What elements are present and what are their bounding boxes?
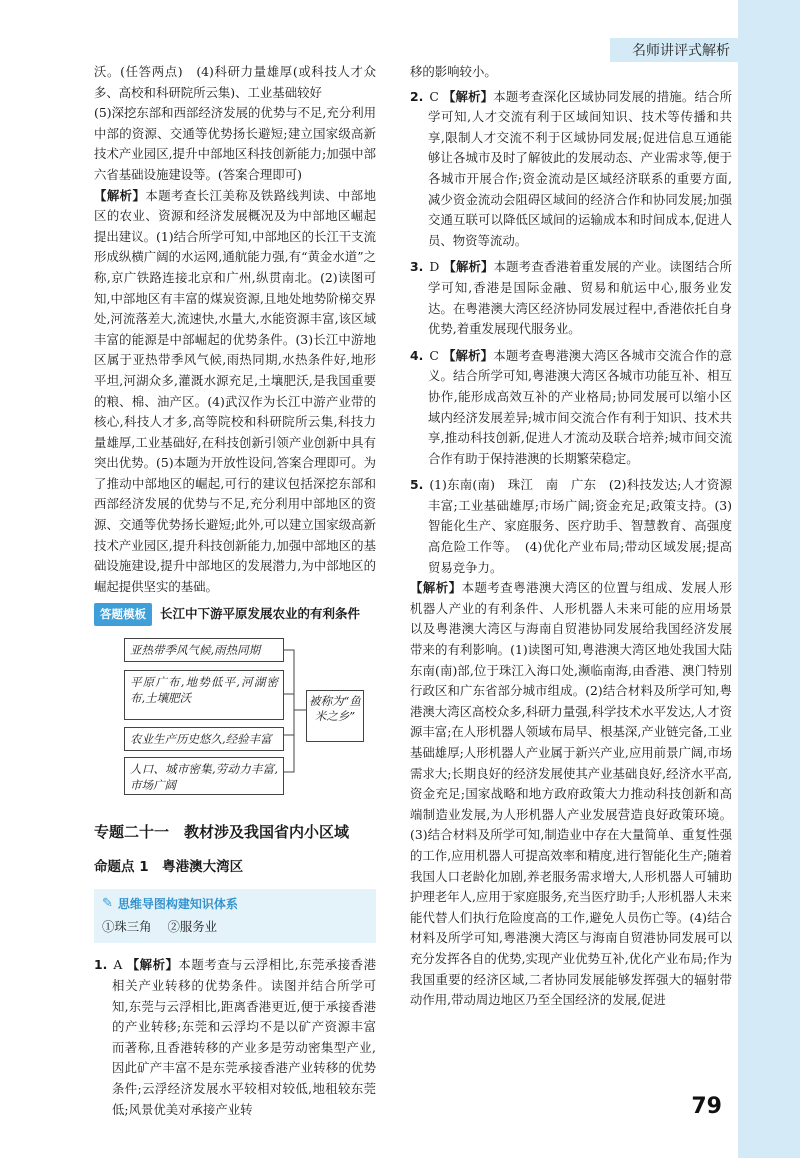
- analysis-tag: 【解析】: [94, 187, 146, 203]
- question-number: 2.: [410, 88, 424, 104]
- question-3: [410, 257, 732, 339]
- diagram-box-history: 农业生产历史悠久,经验丰富: [124, 727, 284, 751]
- question-analysis: 本题考查粤港澳大湾区的位置与组成、发展人形机器人产业的有利条件、人形机器人未来可能的应用场景以及粤港澳大湾区与海南自贸港协同发展给我国经济发展带来的有利影响。(1)读图可知,粤港澳大湾区地处我国大陆东南(南)部,位于珠江入海口处,濒临南海,由香港、澳门特别行政区和广东省部分城市组成。(2)结合材料及所学可知,粤港澳大湾区高校众多,科研力量强,科学技术水平发达,人才资源丰富;在人形机器人领域布局早、根基深,产业链完备,工业基础雄厚;人形机器人产业属于新兴产业,应用前景广阔,市场需求大;长期良好的经济发展使其产业基础良好,经济水平高,资金充足;国家战略和地方政府政策大力推动科技创新和高端制造业发展,为人形机器人产业发展营造良好政策环境。(3)结合材料及所学可知,制造业中存在大量简单、重复性强的工作,应用机器人可提高效率和精度,进行智能化生产;随着我国人口老龄化加剧,养老服务需求增大,人形机器人可辅助护理老年人,应用于家庭服务,充当医疗助手;人形机器人未来能代替人们执行危险度高的工作,避免人员伤亡等。(4)结合材料及所学可知,粤港澳大湾区与海南自贸港协同发展可以充分发挥各自的优势,实现产业优势互补,优化产业布局;作为我国重要的经济区域,二者协同发展能够发挥强大的辐射带动作用,带动周边地区乃至全国经济的发展,促进: [410, 580, 733, 1008]
- question-2: [410, 87, 732, 252]
- page-number: 79: [691, 1094, 722, 1119]
- analysis-paragraph: [94, 186, 376, 598]
- diagram-box-population: 人口、城市密集,劳动力丰富,市场广阔: [124, 757, 284, 795]
- diagram-box-climate: 亚热带季风气候,雨热同期: [124, 638, 284, 662]
- question-number: 4.: [410, 347, 424, 363]
- question-analysis: 本题考查深化区域协同发展的措施。结合所学可知,人才交流有利于区域间知识、技术等传播和共享,限制人才交流不利于区域协同发展;促进信息互通能够让各城市及时了解彼此的发展动态、产业需求等,便于各城市开展合作;资金流动是区域经济联系的重要方面,减少资金流动会阻碍区域间的经济合作和协同发展;加强交通互联可以降低区域间的运输成本和时间成本,促进人员、物资等流动。: [428, 88, 733, 248]
- template-badge: 答题模板: [94, 603, 152, 626]
- question-analysis: 本题考查与云浮相比,东莞承接香港相关产业转移的优势条件。读图并结合所学可知,东莞与云浮相比,距离香港更近,便于承接香港的产业转移;东莞和云浮均不是以矿产资源丰富而著称,且香港转移的产业多是劳动密集型产业,因此矿产丰富不是东莞承接香港产业转移的优势条件;云浮经济发展水平较相对较低,地租较东莞低;风景优美对承接产业转: [112, 957, 376, 1117]
- question-number: 3.: [410, 259, 424, 275]
- question-4: [410, 346, 732, 470]
- mindmap-items: [102, 917, 368, 938]
- right-column: [410, 62, 732, 1011]
- section-title: 专题二十一 教材涉及我国省内小区域: [94, 823, 350, 842]
- mindmap-header: [102, 894, 368, 915]
- mindmap-item: ②服务业: [167, 918, 218, 934]
- question-1-continued: 移的影响较小。: [410, 64, 497, 79]
- question-5-analysis: [410, 578, 732, 1010]
- header-title: 名师讲评式解析: [632, 43, 730, 59]
- answer-template: [94, 603, 376, 800]
- question-answer: C: [429, 88, 439, 104]
- question-number: 5.: [410, 477, 424, 493]
- question-answer: (1)东南(南) 珠江 南 广东 (2)科技发达;人才资源丰富;工业基础雄厚;市场广阔;资金充足;政策支持。(3)智能化生产、家庭服务、医疗助手、智慧教育、高强度高危险工作等。 (4)优化产业布局;带动区域发展;提高贸易竞争力。: [428, 477, 732, 575]
- mindmap-title: 思维导图构建知识体系: [117, 897, 238, 912]
- left-column: [94, 62, 376, 1120]
- analysis-text: 本题考查长江美称及铁路线判读、中部地区的农业、资源和经济发展概况及为中部地区崛起提出建议。(1)结合所学可知,中部地区的长江干支流形成纵横广阔的水运网,通航能力强,有“黄金水道”之称,京广铁路连接北京和广州,纵贯南北。(2)读图可知,中部地区有丰富的煤炭资源,且地处地势阶梯交界处,河流落差大,流速快,水量大,水能资源丰富,该区域丰富的能源是中部崛起的优势条件。(3)长江中游地区属于亚热带季风气候,雨热同期,水热条件好,地形平坦,河湖众多,灌溉水源充足,土壤肥沃,是我国重要的粮、棉、油产区。(4)武汉作为长江中游产业带的核心,科技人才多,高等院校和科研院所云集,科技力量雄厚,工业基础好,在科技创新引领产业创新中具有突出优势。(5)本题为开放性设问,答案合理即可。为了推动中部地区的崛起,可行的建议包括深挖东部和西部经济发展的优势与不足,充分利用中部地区的资源、交通等优势扬长避短;此外,可以建立国家级高新技术产业园区,提升科技创新能力,加强中部地区的基础设施建设,提升中部地区的发展潜力,为中部地区的崛起提供坚实的基础。: [94, 187, 377, 594]
- proposition-point-title: 命题点 1 粤港澳大湾区: [94, 858, 244, 875]
- question-analysis: 本题考查香港着重发展的产业。读图结合所学可知,香港是国际金融、贸易和航运中心,服务业发达。在粤港澳大湾区经济协同发展过程中,香港依托自身优势,着重发展现代服务业。: [428, 259, 733, 337]
- analysis-tag: 【解析】: [410, 580, 462, 596]
- analysis-tag: 【解析】: [442, 88, 494, 104]
- template-header: [94, 603, 376, 626]
- mindmap-box: [94, 889, 376, 943]
- answer-line-1: 沃。(任答两点) (4)科研力量雄厚(或科技人才众多、高校和科研院所云集)、工业基础较好: [94, 64, 376, 100]
- template-diagram: [94, 630, 376, 800]
- book-icon: ✎: [102, 896, 113, 912]
- question-answer: A: [113, 957, 123, 973]
- mindmap-item: ①珠三角: [102, 918, 152, 934]
- page-side-band: [738, 0, 800, 1158]
- question-1: [94, 955, 376, 1120]
- question-answer: C: [429, 347, 439, 363]
- template-title: 长江中下游平原发展农业的有利条件: [160, 606, 361, 622]
- answer-line-2: (5)深挖东部和西部经济发展的优势与不足,充分利用中部的资源、交通等优势扬长避短;建立国家级高新技术产业园区,提升中部地区科技创新能力;加强中部六省基础设施建设等。(答案合理即可): [94, 105, 376, 182]
- diagram-box-terrain: 平原广布,地势低平,河湖密布,土壤肥沃: [124, 670, 284, 720]
- diagram-result: 被称为“鱼米之乡”: [306, 690, 364, 742]
- question-answer: D: [429, 259, 440, 275]
- analysis-tag: 【解析】: [126, 957, 179, 973]
- analysis-tag: 【解析】: [443, 259, 494, 275]
- analysis-tag: 【解析】: [442, 347, 494, 363]
- question-analysis: 本题考查粤港澳大湾区各城市交流合作的意义。结合所学可知,粤港澳大湾区各城市功能互补、相互协作,能形成高效互补的产业格局;协同发展可以缩小区域内经济发展差异;城市间交流合作有利于知识、技术共享,推动科技创新,促进人才流动及联合培养;城市间交流合作有助于保持港澳的长期繁荣稳定。: [428, 347, 733, 466]
- question-5: [410, 475, 732, 578]
- question-number: 1.: [94, 957, 108, 973]
